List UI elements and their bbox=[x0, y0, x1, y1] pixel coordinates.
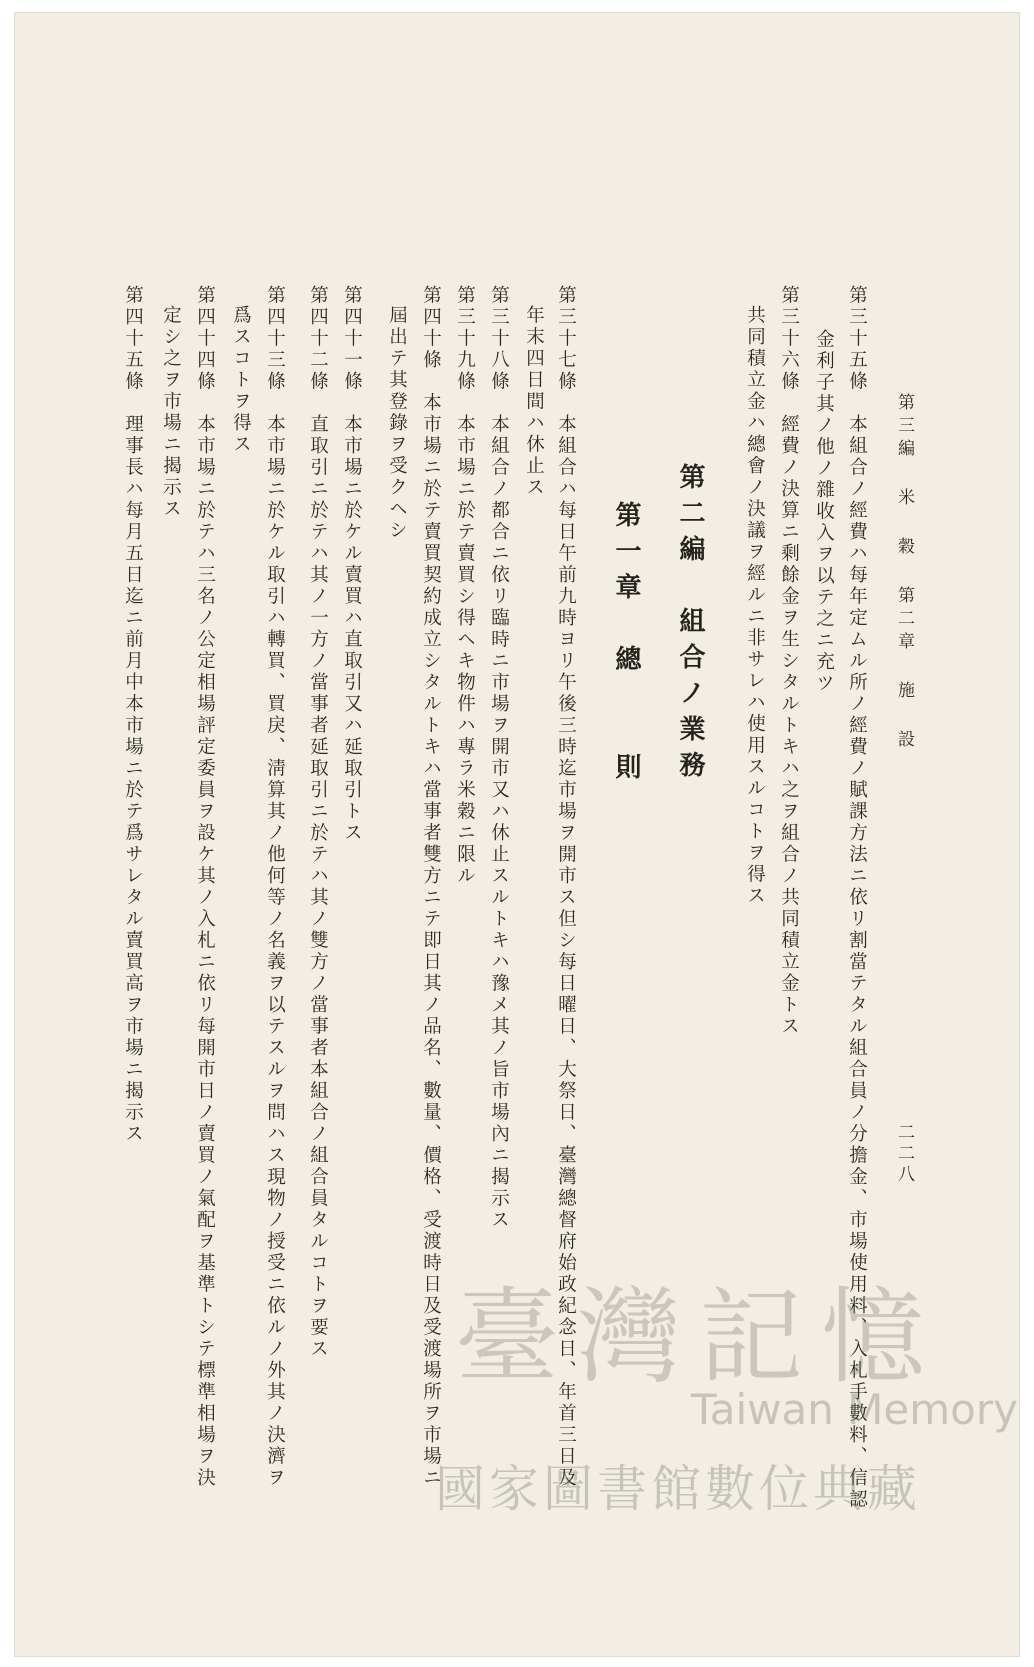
text-column: 第三十九條 本市場ニ於テ賣買シ得ヘキ物件ハ專ラ米穀ニ限ル bbox=[454, 285, 476, 887]
chapter-heading: 第一章 總 則 bbox=[611, 501, 641, 789]
text-column: 爲スコトヲ得ス bbox=[230, 305, 252, 456]
document-page bbox=[14, 12, 1020, 1657]
watermark-latin-text: Taiwan Memory bbox=[691, 1385, 1018, 1434]
running-title: 第三編 米 穀 第二章 施 設 bbox=[894, 393, 914, 753]
text-column: 金利子其ノ他ノ雜收入ヲ以テ之ニ充ツ bbox=[813, 329, 835, 695]
text-column: 第三十七條 本組合ハ每日午前九時ヨリ午後三時迄市場ヲ開市ス但シ每日曜日、大祭日、臺灣總督府始政紀念日、年首三日及 bbox=[555, 285, 577, 1489]
text-column: 年末四日間ハ休止ス bbox=[523, 305, 545, 499]
text-column: 第四十四條 本市場ニ於テハ三名ノ公定相場評定委員ヲ設ケ其ノ入札ニ依リ每開市日ノ賣買ノ氣配ヲ基準トシテ標準相場ヲ決 bbox=[194, 285, 216, 1489]
text-column: 第三十五條 本組合ノ經費ハ每年定ムル所ノ經費ノ賦課方法ニ依リ割當テタル組合員ノ分擔金、市場使用料、入札手數料、信認 bbox=[846, 285, 868, 1511]
text-column: 第三十六條 經費ノ決算ニ剩餘金ヲ生シタルトキハ之ヲ組合ノ共同積立金トス bbox=[778, 285, 800, 1038]
watermark-institution-text: 國家圖書館數位典藏 bbox=[435, 1460, 921, 1518]
text-column: 共同積立金ハ總會ノ決議ヲ經ルニ非サレハ使用スルコトヲ得ス bbox=[744, 305, 766, 907]
text-column: 第四十條 本市場ニ於テ賣買契約成立シタルトキハ當事者雙方ニテ即日其ノ品名、數量、價格、受渡時日及受渡場所ヲ市場ニ bbox=[420, 285, 442, 1489]
section-heading: 第二編 組合ノ業務 bbox=[675, 463, 705, 787]
text-column: 第三十八條 本組合ノ都合ニ依リ臨時ニ市場ヲ開市又ハ休止スルトキハ豫メ其ノ旨市場內ニ揭示ス bbox=[488, 285, 510, 1231]
watermark-logo-text: 臺灣記憶 bbox=[455, 1276, 944, 1398]
text-column: 第四十五條 理事長ハ每月五日迄ニ前月中本市場ニ於テ爲サレタル賣買高ヲ市場ニ揭示ス bbox=[122, 285, 144, 1145]
text-column: 第四十二條 直取引ニ於テハ其ノ一方ノ當事者延取引ニ於テハ其ノ雙方ノ當事者本組合ノ組合員タルコトヲ要ス bbox=[307, 285, 329, 1360]
text-column: 第四十三條 本市場ニ於ケル取引ハ轉買、買戾、淸算其ノ他何等ノ名義ヲ以テスルヲ問ハス現物ノ授受ニ依ルノ外其ノ決濟ヲ bbox=[264, 285, 286, 1489]
watermark bbox=[435, 1253, 1018, 1553]
text-column: 第四十一條 本市場ニ於ケル賣買ハ直取引又ハ延取引トス bbox=[341, 285, 363, 844]
text-column: 屆出テ其登錄ヲ受クヘシ bbox=[386, 305, 408, 542]
text-column: 定シ之ヲ市場ニ揭示ス bbox=[160, 305, 182, 520]
page-number: 二二八 bbox=[894, 1123, 914, 1186]
